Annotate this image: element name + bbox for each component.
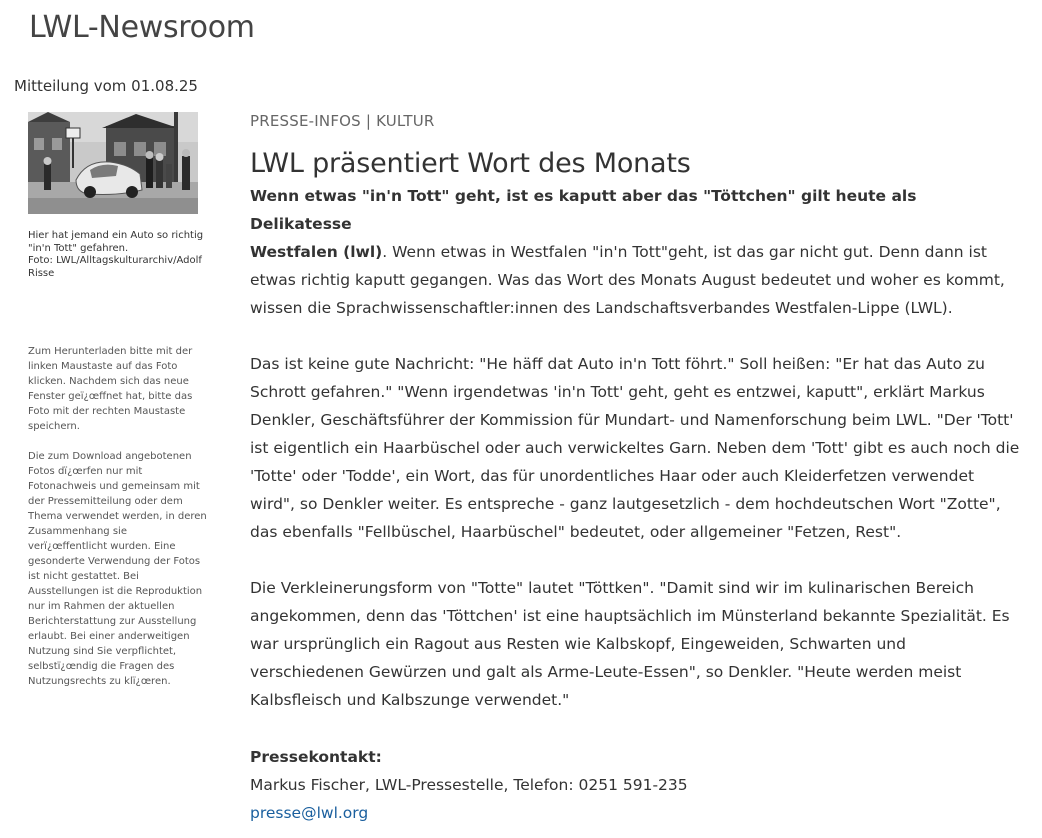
usage-rights-notice: Die zum Download angebotenen Fotos dï¿œrfen nur mit Fotonachweis und gemeinsam mit der Pressemitteilung oder dem Thema verwendet werden, in deren Zusammenhang sie verï¿œffentlicht wurden. Eine gesonderte Verwendung der Fotos ist nicht gestattet. Bei Ausstellungen ist die Reproduktion nur im Rahmen der aktuellen Berichterstattung zur Ausstellung erlaubt. Bei einer anderweitigen Nutzung sind Sie verpflichtet, selbstï¿œndig die Fragen des Nutzungsrechts zu klï¿œren. <box>28 451 207 687</box>
press-contact-heading-text: Pressekontakt: <box>250 748 382 766</box>
download-instructions: Zum Herunterladen bitte mit der linken Maustaste auf das Foto klicken. Nachdem sich das neue Fenster geï¿œffnet hat, bitte das Foto mit der rechten Maustaste speichern. <box>28 346 193 432</box>
photo-caption-text: Hier hat jemand ein Auto so richtig "in'n Tott" gefahren. <box>28 230 204 254</box>
article-body <box>250 182 1020 714</box>
press-photo-image[interactable] <box>28 112 198 214</box>
press-contact <box>250 743 688 827</box>
photo-credit: Foto: LWL/Alltagskulturarchiv/Adolf Risse <box>28 255 202 279</box>
article-lead-text: . Wenn etwas in Westfalen "in'n Tott"geht, ist das gar nicht gut. Denn dann ist etwas richtig kaputt gegangen. Was das Wort des Monats August bedeutet und woher es kommt, wissen die Sprachwissenschaftler:innen des Landschaftsverbandes Westfalen-Lippe (LWL). <box>250 243 1005 317</box>
site-title[interactable]: LWL-Newsroom <box>29 10 255 45</box>
press-email-link[interactable]: presse@lwl.org <box>250 804 369 822</box>
article-paragraph: Das ist keine gute Nachricht: "He häff dat Auto in'n Tott föhrt." Soll heißen: "Er hat das Auto zu Schrott gefahren." "Wenn irgendetwas 'in'n Tott' geht, geht es entzwei, kaputt", erklärt Markus Denkler, Geschäftsführer der Kommission für Mundart- und Namenforschung beim LWL. "Der 'Tott' ist eigentlich ein Haarbüschel oder auch verwickeltes Garn. Neben dem 'Tott' gibt es auch noch die 'Totte' oder 'Todde', ein Wort, das für unordentliches Haar oder auch Kleiderfetzen verwendet wird", so Denkler weiter. Es entspreche - ganz lautgesetzlich - dem hochdeutschen Wort "Zotte", das ebenfalls "Fellbüschel, Haarbüschel" bedeutet, oder allgemeiner "Fetzen, Rest". <box>250 355 1020 541</box>
article-subheadline: Wenn etwas "in'n Tott" geht, ist es kaputt aber das "Töttchen" gilt heute als Delikatesse <box>250 187 917 233</box>
press-contact-heading <box>250 743 688 771</box>
article-paragraph: Die Verkleinerungsform von "Totte" lautet "Töttken". "Damit sind wir im kulinarischen Bereich angekommen, denn das 'Töttchen' ist eine hauptsächlich im Münsterland bekannte Spezialität. Es war ursprünglich ein Ragout aus Resten wie Kalbskopf, Eingeweiden, Schwarten und verschiedenen Gewürzen und galt als Arme-Leute-Essen", so Denkler. "Heute werden meist Kalbsfleisch und Kalbszunge verwendet." <box>250 579 1010 709</box>
photo-caption <box>28 230 210 280</box>
press-contact-line: Markus Fischer, LWL-Pressestelle, Telefon: 0251 591-235 <box>250 776 688 794</box>
article-lead <box>250 182 1020 322</box>
sidebar <box>28 112 210 704</box>
article-category: PRESSE-INFOS | KULTUR <box>250 112 435 130</box>
press-photo[interactable] <box>28 112 198 214</box>
article <box>250 108 1020 742</box>
download-notice <box>28 344 208 689</box>
release-date: Mitteilung vom 01.08.25 <box>14 77 198 95</box>
article-headline: LWL präsentiert Wort des Monats <box>250 148 691 179</box>
article-dateline: Westfalen (lwl) <box>250 243 383 261</box>
